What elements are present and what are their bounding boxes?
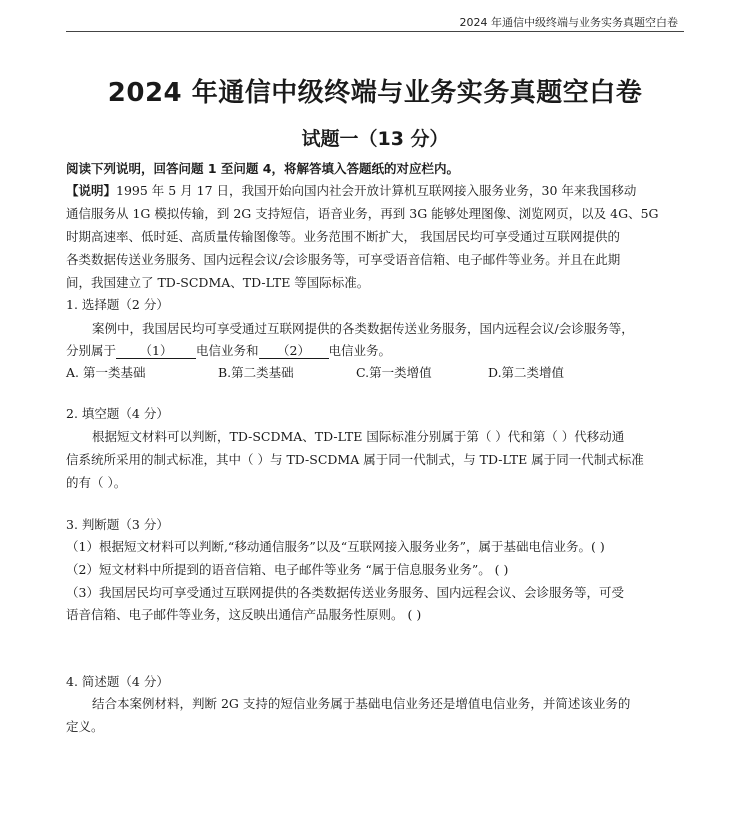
q1-prefix: 分别属于 [66,343,117,358]
q3-item-3-cont: 语音信箱、电子邮件等业务，这反映出通信产品服务性原则。 ( ) [66,607,422,622]
q4-text-line-2: 定义。 [66,719,104,734]
q1-option-d[interactable]: D.第二类增值 [488,365,565,380]
q1-option-a[interactable]: A. 第一类基础 [66,365,146,380]
q3-heading: 3. 判断题（3 分） [66,517,169,532]
explanation-line-4: 各类数据传送业务服务、国内远程会议/会诊服务等，可享受语音信箱、电子邮件等业务。并且在此期 [66,252,621,267]
q3-item-1: （1）根据短文材料可以判断,“移动通信服务”以及“互联网接入服务业务”，属于基础电信业务。( ) [66,539,605,554]
q1-mid: 电信业务和 [196,343,259,358]
q1-heading: 1. 选择题（2 分） [66,297,169,312]
q4-text-line-1: 结合本案例材料，判断 2G 支持的短信业务属于基础电信业务还是增值电信业务，并简述该业务的 [92,696,631,711]
page-title: 2024 年通信中级终端与业务实务真题空白卷 [107,78,643,108]
explanation-line-3: 时期高速率、低时延、高质量传输图像等。业务范围不断扩大， 我国居民均可享受通过互联网提供的 [66,229,620,244]
q2-text-line-2: 信系统所采用的制式标准，其中（ ）与 TD-SCDMA 属于同一代制式，与 TD-LTE 属于同一代制式标准 [66,452,644,467]
q2-text-line-3: 的有（ ）。 [66,475,127,490]
q1-option-b[interactable]: B.第二类基础 [218,365,294,380]
instruction-text: 阅读下列说明，回答问题 1 至问题 4，将解答填入答题纸的对应栏内。 [66,161,459,176]
q4-heading: 4. 简述题（4 分） [66,674,169,689]
explanation-label: 【说明】 [66,183,117,198]
q3-item-3: （3）我国居民均可享受通过互联网提供的各类数据传送业务服务、国内远程会议、会诊服务等，可受 [66,585,624,600]
explanation-text: 1995 年 5 月 17 日，我国开始向国内社会开放计算机互联网接入服务业务，30 年来我国移动 [116,183,637,198]
explanation-line-5: 间，我国建立了 TD-SCDMA、TD-LTE 等国际标准。 [66,275,370,290]
q2-heading: 2. 填空题（4 分） [66,406,169,421]
q1-blank-1[interactable]: （1） [116,343,196,359]
q1-option-c[interactable]: C.第一类增值 [356,365,432,380]
q3-item-2: （2）短文材料中所提到的语音信箱、电子邮件等业务 “属于信息服务业务”。 ( ) [66,562,509,577]
q1-suffix: 电信业务。 [328,343,392,358]
explanation-line-1 [66,182,686,200]
running-header: 2024 年通信中级终端与业务实务真题空白卷 [459,16,678,29]
question-set-title: 试题一（13 分） [301,128,449,150]
q1-text-line-2 [66,342,686,360]
q2-text-line-1: 根据短文材料可以判断，TD-SCDMA、TD-LTE 国际标准分别属于第（ ）代和第（ ）代移动通 [92,429,625,444]
explanation-line-2: 通信服务从 1G 模拟传输，到 2G 支持短信，语音业务，再到 3G 能够处理图像、浏览网页，以及 4G、5G [66,206,659,221]
q1-text-line-1: 案例中，我国居民均可享受通过互联网提供的各类数据传送业务服务，国内远程会议/会诊服务等， [92,321,634,336]
q1-blank-2[interactable]: （2） [259,343,329,359]
header-divider [66,31,684,32]
